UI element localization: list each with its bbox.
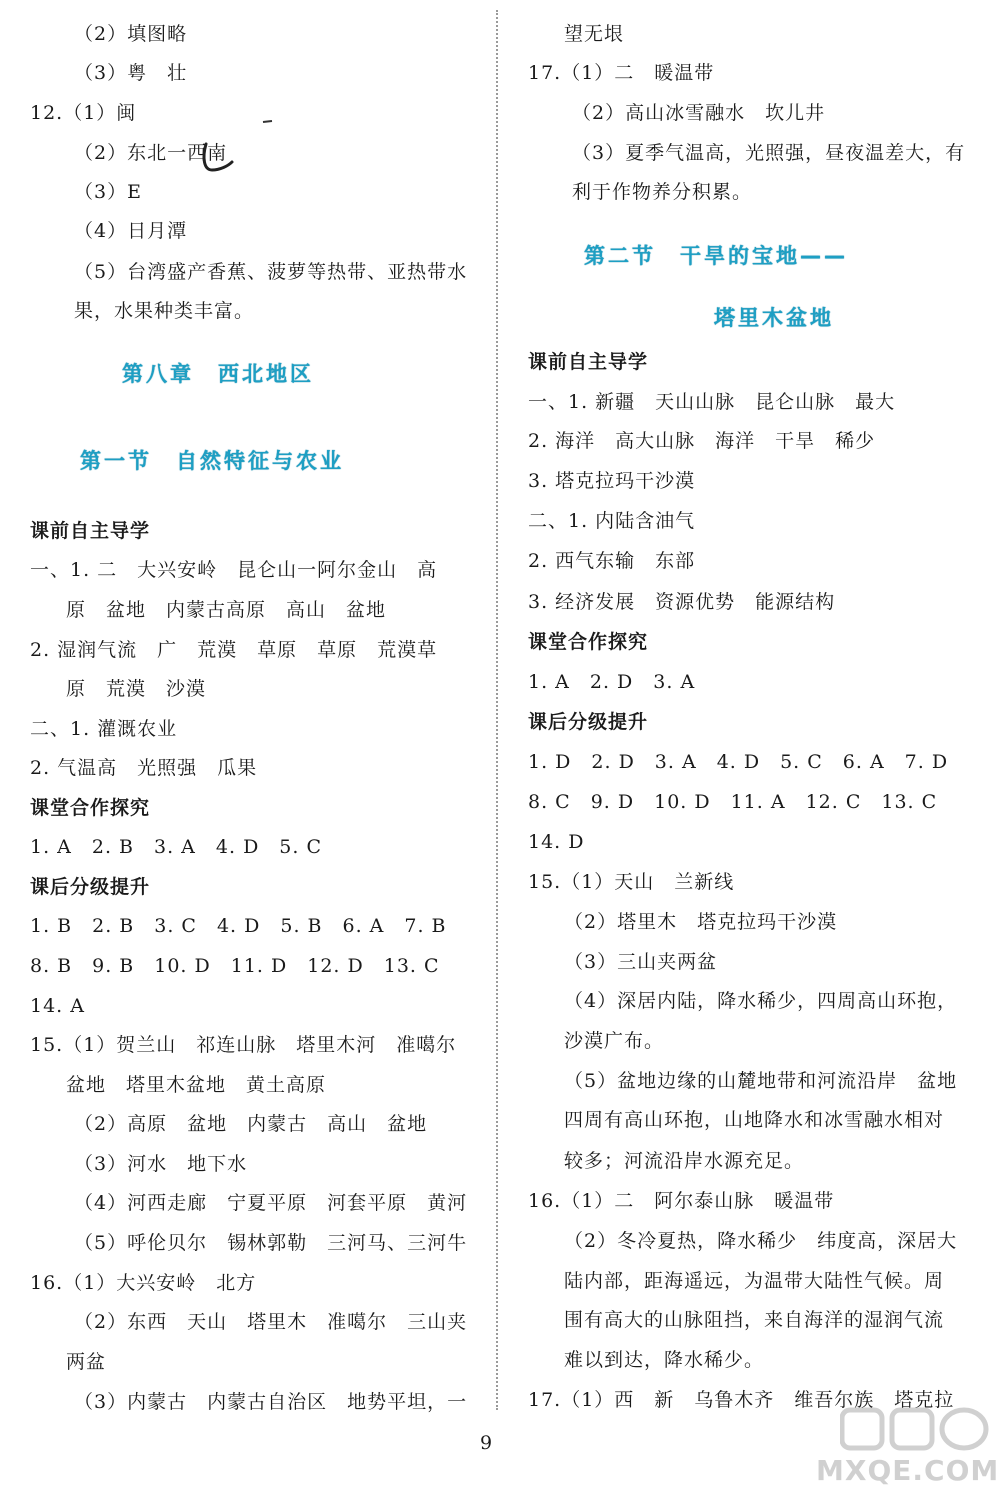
text-line: 2. 气温高 光照强 瓜果	[30, 757, 258, 779]
text-line: 较多；河流沿岸水源充足。	[564, 1150, 805, 1172]
text-line: 二、1. 灌溉农业	[30, 718, 178, 740]
text-line: 陆内部，距海遥远，为温带大陆性气候。周	[564, 1270, 945, 1292]
text-line: 14. D	[528, 831, 585, 853]
section-heading: 课前自主导学	[528, 351, 649, 373]
watermark-text: MXQE.COM	[816, 1454, 1000, 1487]
section-heading: 课堂合作探究	[30, 797, 151, 819]
section-title: 第二节 干旱的宝地——	[584, 244, 848, 268]
column-divider	[496, 10, 498, 1410]
text-line: （2）东北一西南	[74, 142, 228, 164]
text-line: （3）E	[74, 181, 142, 203]
text-line: 1. B 2. B 3. C 4. D 5. B 6. A 7. B	[30, 915, 447, 937]
text-line: （5）盆地边缘的山麓地带和河流沿岸 盆地	[564, 1070, 958, 1092]
pen-mark-icon	[198, 140, 238, 180]
watermark-logo-icon	[840, 1406, 990, 1452]
text-line: （2）填图略	[74, 23, 188, 45]
text-line: 3. 经济发展 资源优势 能源结构	[528, 591, 836, 613]
text-line: 二、1. 内陆含油气	[528, 510, 696, 532]
text-line: 8. C 9. D 10. D 11. A 12. C 13. C	[528, 791, 938, 813]
text-line: 17.（1）二 暖温带	[528, 62, 715, 84]
section-heading: 课前自主导学	[30, 520, 151, 542]
text-line: 1. A 2. D 3. A	[528, 671, 696, 693]
text-line: （4）深居内陆，降水稀少，四周高山环抱，	[564, 990, 958, 1012]
text-line: 果，水果种类丰富。	[74, 300, 255, 322]
text-line: 利于作物养分积累。	[572, 181, 753, 203]
text-line: 两盆	[66, 1351, 107, 1373]
text-line: 原 盆地 内蒙古高原 高山 盆地	[66, 599, 387, 621]
text-line: 17.（1）西 新 乌鲁木齐 维吾尔族 塔克拉	[528, 1389, 955, 1411]
section-heading: 课后分级提升	[30, 876, 151, 898]
text-line: 一、1. 新疆 天山山脉 昆仑山脉 最大	[528, 391, 896, 413]
text-line: （2）东西 天山 塔里木 准噶尔 三山夹	[74, 1311, 468, 1333]
text-line: 围有高大的山脉阻挡，来自海洋的湿润气流	[564, 1309, 945, 1331]
text-line: （5）台湾盛产香蕉、菠萝等热带、亚热带水	[74, 261, 468, 283]
text-line: （2）高原 盆地 内蒙古 高山 盆地	[74, 1113, 428, 1135]
text-line: （4）日月潭	[74, 220, 188, 242]
text-line: 2. 西气东输 东部	[528, 550, 696, 572]
section-title: 第一节 自然特征与农业	[80, 449, 344, 473]
section-heading: 课后分级提升	[528, 711, 649, 733]
text-line: （3）三山夹两盆	[564, 951, 718, 973]
chapter-title: 第八章 西北地区	[122, 362, 314, 386]
text-line: 沙漠广布。	[564, 1030, 665, 1052]
text-line: 15.（1）贺兰山 祁连山脉 塔里木河 准噶尔	[30, 1034, 457, 1056]
text-line: 16.（1）大兴安岭 北方	[30, 1272, 257, 1294]
pen-dot-icon	[262, 118, 274, 126]
text-line: （3）夏季气温高，光照强，昼夜温差大，有	[572, 142, 966, 164]
section-subtitle: 塔里木盆地	[714, 306, 834, 330]
text-line: 2. 湿润气流 广 荒漠 草原 草原 荒漠草	[30, 639, 438, 661]
text-line: 望无垠	[564, 23, 625, 45]
text-line: （3）河水 地下水	[74, 1153, 248, 1175]
text-line: 14. A	[30, 995, 85, 1017]
page-number: 9	[480, 1432, 493, 1454]
text-line: （2）高山冰雪融水 坎儿井	[572, 102, 826, 124]
text-line: （5）呼伦贝尔 锡林郭勒 三河马、三河牛	[74, 1232, 468, 1254]
text-line: 16.（1）二 阿尔泰山脉 暖温带	[528, 1190, 835, 1212]
text-line: （4）河西走廊 宁夏平原 河套平原 黄河	[74, 1192, 468, 1214]
text-line: 盆地 塔里木盆地 黄土高原	[66, 1074, 327, 1096]
text-line: （2）塔里木 塔克拉玛干沙漠	[564, 911, 838, 933]
text-line: （3）内蒙古 内蒙古自治区 地势平坦，一	[74, 1391, 468, 1413]
text-line: 2. 海洋 高大山脉 海洋 干旱 稀少	[528, 430, 876, 452]
text-line: 12.（1）闽	[30, 102, 137, 124]
text-line: 难以到达，降水稀少。	[564, 1349, 765, 1371]
text-line: 原 荒漠 沙漠	[66, 678, 207, 700]
section-heading: 课堂合作探究	[528, 631, 649, 653]
text-line: 1. A 2. B 3. A 4. D 5. C	[30, 836, 323, 858]
text-line: （3）粤 壮	[74, 62, 188, 84]
watermark	[800, 1402, 1000, 1499]
text-line: 8. B 9. B 10. D 11. D 12. D 13. C	[30, 955, 440, 977]
text-line: 四周有高山环抱，山地降水和冰雪融水相对	[564, 1109, 945, 1131]
text-line: 1. D 2. D 3. A 4. D 5. C 6. A 7. D	[528, 751, 949, 773]
text-line: 15.（1）天山 兰新线	[528, 871, 735, 893]
text-line: 3. 塔克拉玛干沙漠	[528, 470, 696, 492]
text-line: （2）冬冷夏热，降水稀少 纬度高，深居大	[564, 1230, 958, 1252]
text-line: 一、1. 二 大兴安岭 昆仑山一阿尔金山 高	[30, 559, 438, 581]
